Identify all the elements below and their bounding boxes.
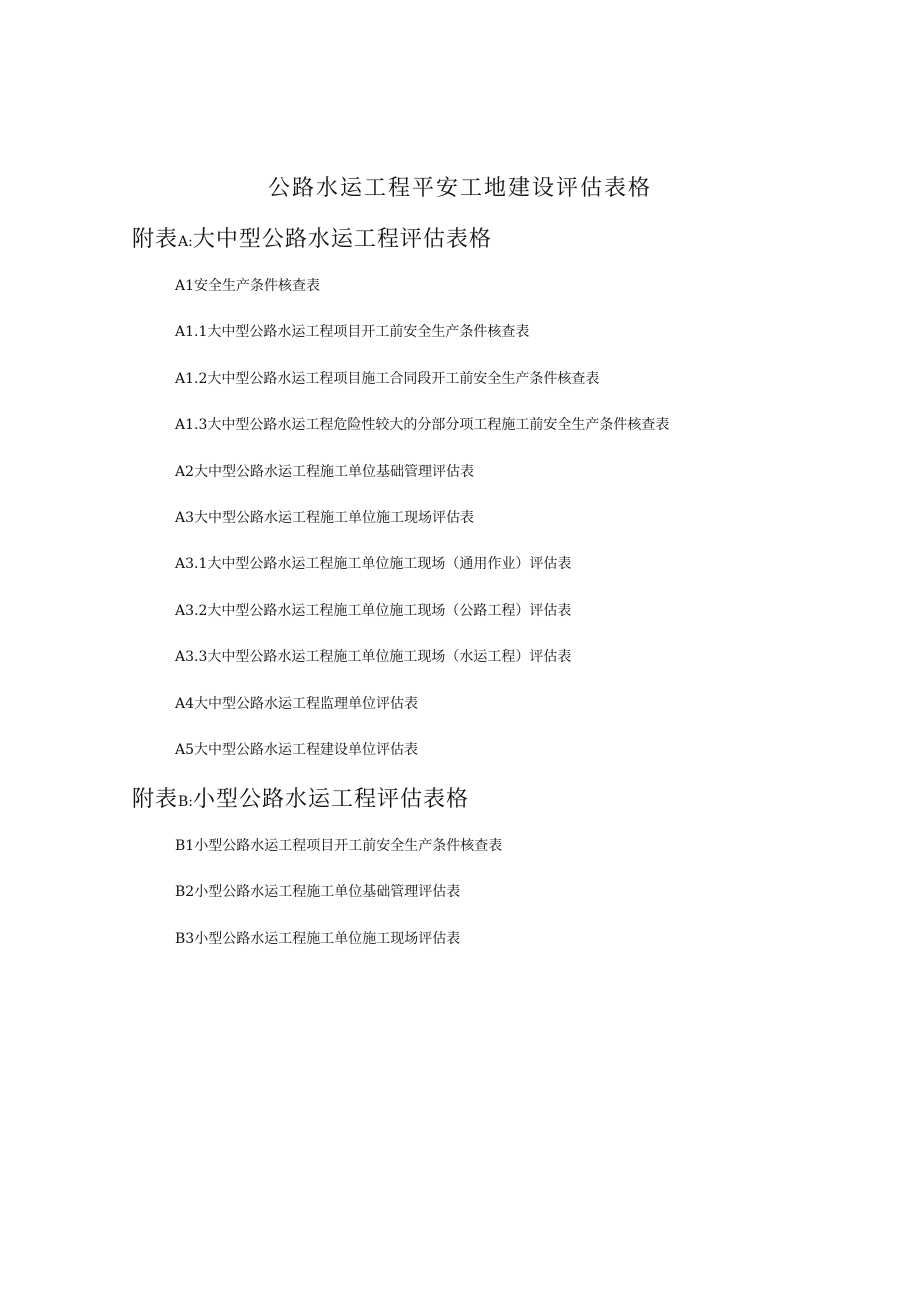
list-item: A3大中型公路水运工程施工单位施工现场评估表 bbox=[175, 509, 475, 526]
section-code: A: bbox=[178, 234, 193, 250]
section-title: 小型公路水运工程评估表格 bbox=[193, 787, 470, 812]
section-code: B: bbox=[178, 794, 194, 810]
list-item: A1.3大中型公路水运工程危险性较大的分部分项工程施工前安全生产条件核查表 bbox=[175, 417, 670, 434]
list-item: B2小型公路水运工程施工单位基础管理评估表 bbox=[175, 884, 461, 901]
section-prefix: 附表 bbox=[132, 787, 179, 812]
list-item: A2大中型公路水运工程施工单位基础管理评估表 bbox=[175, 463, 475, 480]
section-a-item-list bbox=[175, 263, 669, 773]
list-item: A4大中型公路水运工程监理单位评估表 bbox=[175, 695, 419, 712]
section-prefix: 附表 bbox=[132, 227, 179, 252]
section-heading-b bbox=[132, 783, 469, 819]
section-title: 大中型公路水运工程评估表格 bbox=[192, 227, 492, 252]
list-item: A1.2大中型公路水运工程项目施工合同段开工前安全生产条件核查表 bbox=[175, 370, 600, 387]
section-b-item-list bbox=[175, 823, 502, 962]
list-item: B3小型公路水运工程施工单位施工现场评估表 bbox=[175, 930, 461, 947]
list-item: B1小型公路水运工程项目开工前安全生产条件核查表 bbox=[175, 838, 503, 854]
document-title: 公路水运工程平安工地建设评估表格 bbox=[267, 176, 652, 201]
list-item: A3.2大中型公路水运工程施工单位施工现场（公路工程）评估表 bbox=[175, 602, 572, 619]
list-item: A3.1大中型公路水运工程施工单位施工现场（通用作业）评估表 bbox=[175, 556, 572, 573]
list-item: A5大中型公路水运工程建设单位评估表 bbox=[175, 741, 419, 758]
section-heading-a bbox=[132, 223, 492, 259]
list-item: A1.1大中型公路水运工程项目开工前安全生产条件核查表 bbox=[175, 324, 530, 341]
list-item: A1安全生产条件核查表 bbox=[175, 278, 321, 294]
list-item: A3.3大中型公路水运工程施工单位施工现场（水运工程）评估表 bbox=[175, 649, 572, 666]
